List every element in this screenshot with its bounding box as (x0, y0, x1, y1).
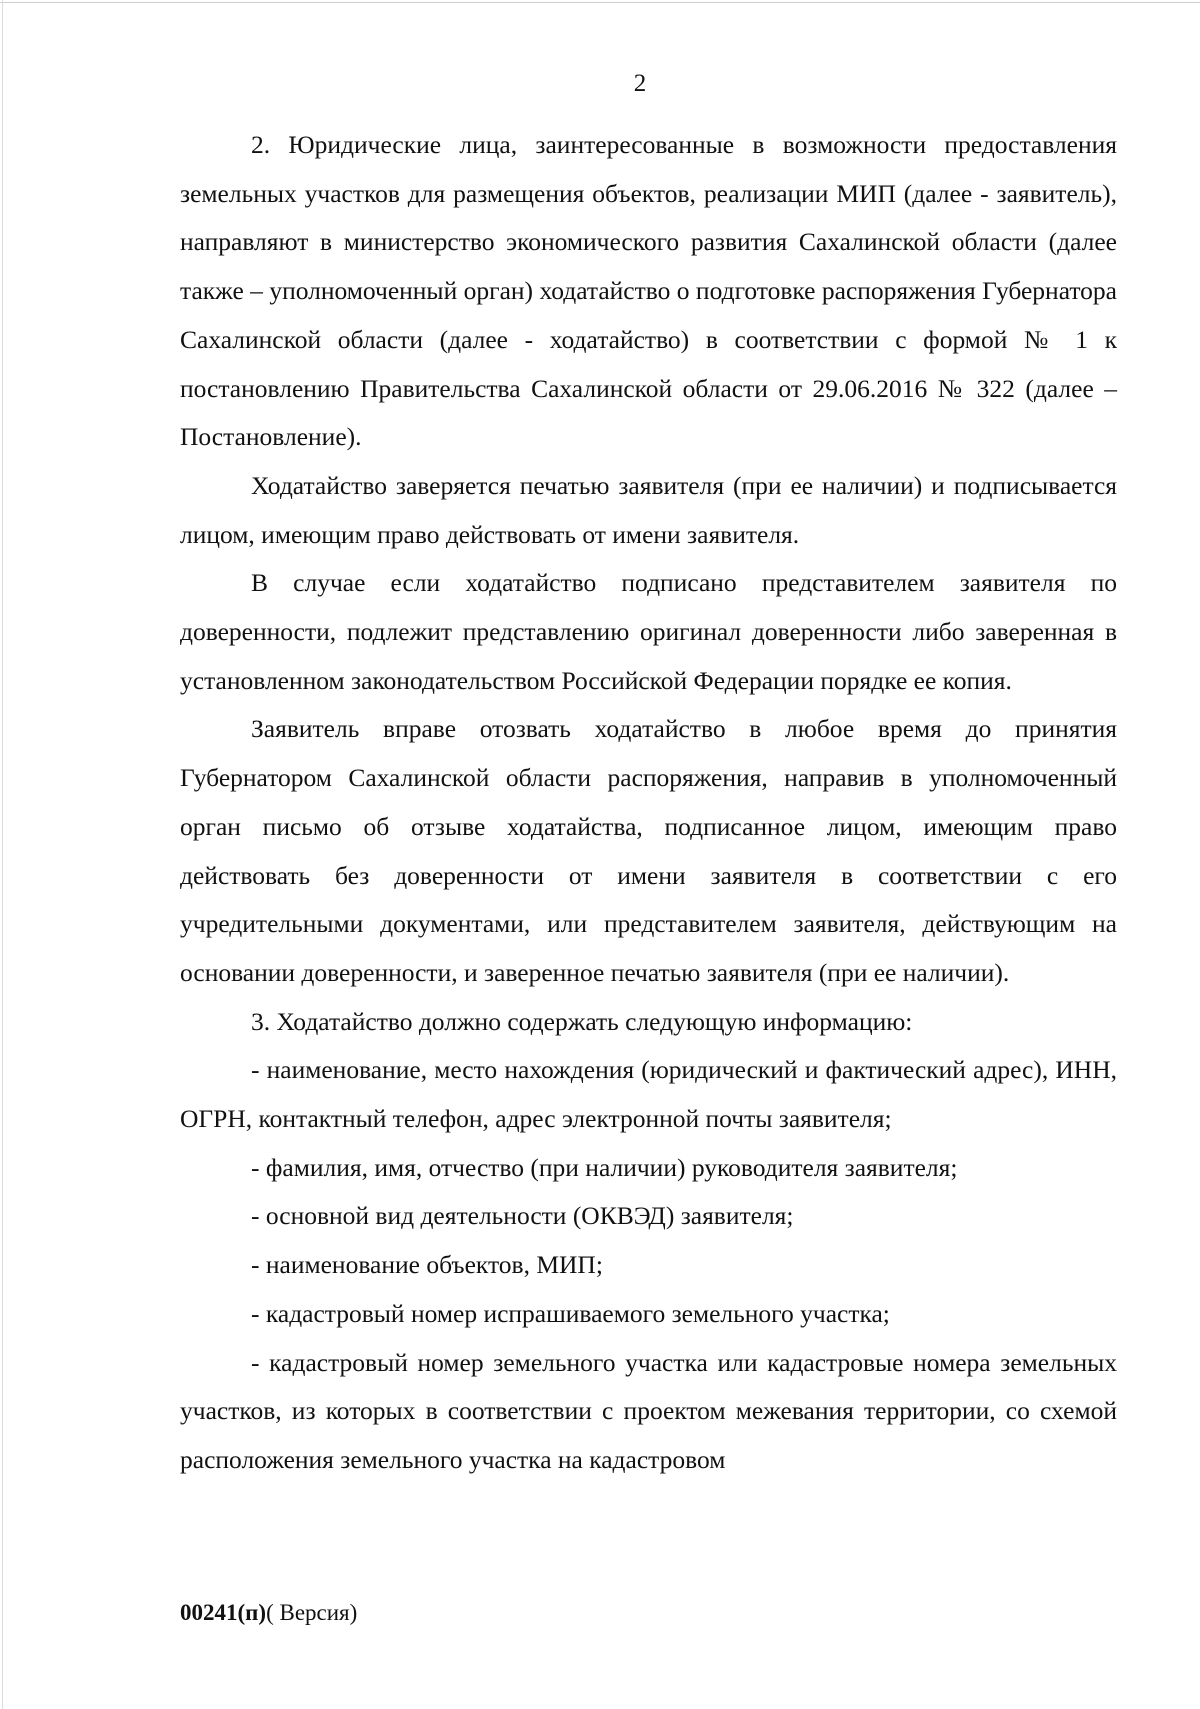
list-item-cadastral-numbers: - кадастровый номер земельного участка или кадастровые номера земельных участков, из которых в соответствии с проектом межевания территории, со схемой расположения земельного участка на кадастровом (180, 1347, 1117, 1474)
footer-code: 00241(п) (180, 1600, 267, 1625)
list-item-okved: - основной вид деятельности (ОКВЭД) заявителя; (251, 1201, 794, 1231)
list-item-objects: - наименование объектов, МИП; (251, 1250, 603, 1280)
page-number: 2 (633, 70, 647, 97)
paragraph-representative: В случае если ходатайство подписано представителем заявителя по доверенности, подлежит представлению оригинал доверенности либо заверенная в установленном законодательством Российской Федерации порядке ее копия. (180, 568, 1117, 695)
page-edge-top (0, 2, 1200, 3)
paragraph-seal: Ходатайство заверяется печатью заявителя (при ее наличии) и подписывается лицом, имеющим право действовать от имени заявителя. (180, 470, 1117, 549)
list-item-director: - фамилия, имя, отчество (при наличии) руководителя заявителя; (251, 1152, 958, 1182)
list-item-name-address: - наименование, место нахождения (юридический и фактический адрес), ИНН, ОГРН, контактный телефон, адрес электронной почты заявителя; (180, 1055, 1117, 1134)
paragraph-contents-heading: 3. Ходатайство должно содержать следующую информацию: (251, 1006, 913, 1036)
list-item-cadastral-number: - кадастровый номер испрашиваемого земельного участка; (251, 1298, 890, 1328)
document-body (180, 121, 1117, 1485)
page-edge-left (2, 0, 3, 1709)
footer-version: ( Версия) (266, 1600, 358, 1625)
paragraph-withdrawal: Заявитель вправе отозвать ходатайство в любое время до принятия Губернатором Сахалинской области распоряжения, направив в уполномоченный орган письмо об отзыве ходатайства, подписанное лицом, имеющим право действовать без доверенности от имени заявителя в соответствии с его учредительными документами, или представителем заявителя, действующим на основании доверенности, и заверенное печатью заявителя (при ее наличии). (180, 714, 1117, 987)
document-footer (180, 1600, 357, 1626)
paragraph-applicants: 2. Юридические лица, заинтересованные в возможности предоставления земельных участков для размещения объектов, реализации МИП (далее - заявитель), направляют в министерство экономического развития Сахалинской области (далее также – уполномоченный орган) ходатайство о подготовке распоряжения Губернатора Сахалинской области (далее - ходатайство) в соответствии с формой № 1 к постановлению Правительства Сахалинской области от 29.06.2016 № 322 (далее – Постановление). (180, 130, 1117, 452)
